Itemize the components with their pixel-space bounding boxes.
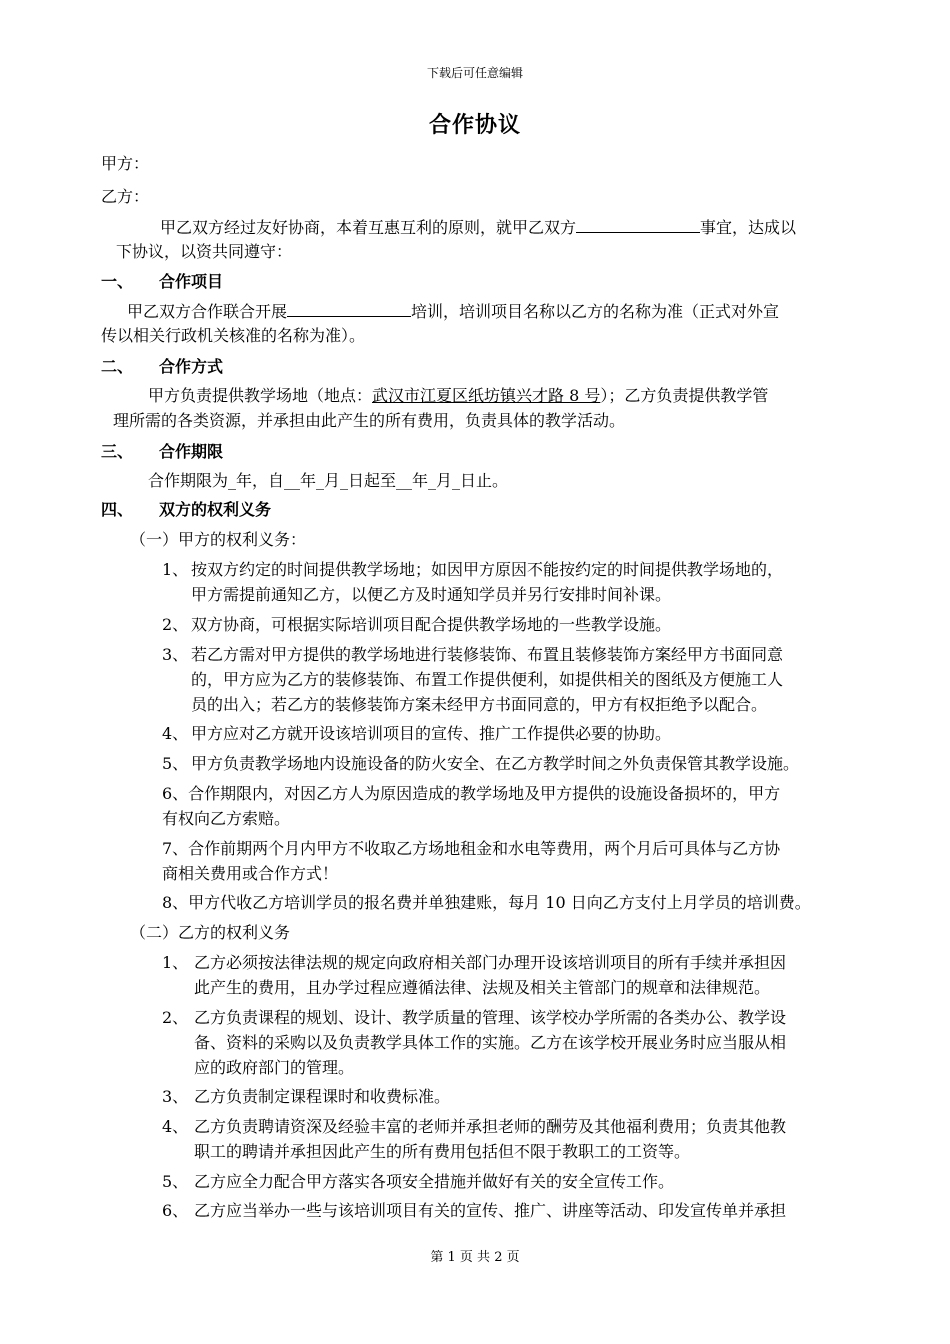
item-b3-line-1: 乙方负责制定课程课时和收费标准。 [194,1087,451,1106]
item-a5-number: 5、 [162,754,189,773]
item-a5-line-1: 甲方负责教学场地内设施设备的防火安全、在乙方教学时间之外负责保管其教学设施。 [191,754,800,773]
item-a2-line-1: 双方协商，可根据实际培训项目配合提供教学场地的一些教学设施。 [191,615,672,634]
section-2-line-2: 理所需的各类资源，并承担由此产生的所有费用，负责具体的教学活动。 [113,411,626,430]
section-1-text-b: 培训，培训项目名称以乙方的名称为准（正式对外宣 [411,302,780,321]
item-a7-line-2: 商相关费用或合作方式！ [162,864,339,883]
item-b6-line-1: 乙方应当举办一些与该培训项目有关的宣传、推广、讲座等活动、印发宣传单并承担 [194,1201,787,1220]
section-1-blank [287,298,411,317]
section-2-number: 二、 [101,357,134,376]
item-b4-line-1: 乙方负责聘请资深及经验丰富的老师并承担老师的酬劳及其他福利费用；负责其他教 [194,1117,787,1136]
item-a2-number: 2、 [162,615,189,634]
item-b4-number: 4、 [162,1117,189,1136]
item-b2-line-2: 备、资料的采购以及负责教学具体工作的实施。乙方在该学校开展业务时应当服从相 [194,1033,787,1052]
item-a3-line-1: 若乙方需对甲方提供的教学场地进行装修装饰、布置且装修装饰方案经甲方书面同意 [191,645,784,664]
intro-line-1 [160,214,796,240]
item-b4-line-2: 职工的聘请并承担因此产生的所有费用包括但不限于教职工的工资等。 [194,1142,691,1161]
item-a1-line-1: 按双方约定的时间提供教学场地；如因甲方原因不能按约定的时间提供教学场地的， [191,560,784,579]
subsection-b-title: （二）乙方的权利义务 [130,923,291,942]
section-3-number: 三、 [101,442,134,461]
section-4-number: 四、 [101,500,134,519]
page-title: 合作协议 [428,112,521,138]
section-1-line-1 [127,298,779,324]
item-b3-number: 3、 [162,1087,189,1106]
item-a4-number: 4、 [162,724,189,743]
section-1-text-a: 甲乙双方合作联合开展 [127,302,288,321]
party-a-label: 甲方： [101,154,150,173]
item-b2-number: 2、 [162,1008,189,1027]
section-1-number: 一、 [101,272,134,291]
item-b6-number: 6、 [162,1201,189,1220]
item-a6-line-1: 6、合作期限内，对因乙方人为原因造成的教学场地及甲方提供的设施设备损坏的，甲方 [162,784,781,803]
item-a3-line-2: 的，甲方应为乙方的装修装饰、布置工作提供便利，如提供相关的图纸及方便施工人 [191,670,784,689]
section-2-address: 武汉市江夏区纸坊镇兴才路 8 号 [372,386,601,405]
section-2-text-b: ）；乙方负责提供教学管 [600,386,769,405]
item-b1-line-2: 此产生的费用，且办学过程应遵循法律、法规及相关主管部门的规章和法律规范。 [194,978,771,997]
section-2-line-1 [148,384,768,408]
item-a6-line-2: 有权向乙方索赔。 [162,809,291,828]
intro-line-2: 下协议，以资共同遵守： [116,242,293,261]
item-b2-line-3: 应的政府部门的管理。 [194,1058,355,1077]
item-a8-line-1: 8、甲方代收乙方培训学员的报名费并单独建账，每月 10 日向乙方支付上月学员的培训费。 [162,893,811,912]
item-a4-line-1: 甲方应对乙方就开设该培训项目的宣传、推广工作提供必要的协助。 [191,724,672,743]
section-2-text-a: 甲方负责提供教学场地（地点： [148,386,373,405]
subsection-a-title: （一）甲方的权利义务： [130,530,307,549]
item-a3-line-3: 员的出入；若乙方的装修装饰方案未经甲方书面同意的，甲方有权拒绝予以配合。 [191,695,768,714]
page-footer: 第 1 页 共 2 页 [430,1250,520,1265]
intro-text-a: 甲乙双方经过友好协商，本着互惠互利的原则，就甲乙双方 [160,218,577,237]
section-4-title: 双方的权利义务 [159,500,272,519]
intro-blank [576,214,700,233]
item-a7-line-1: 7、合作前期两个月内甲方不收取乙方场地租金和水电等费用，两个月后可具体与乙方协 [162,839,781,858]
item-b1-line-1: 乙方必须按法律法规的规定向政府相关部门办理开设该培训项目的所有手续并承担因 [194,953,787,972]
intro-text-b: 事宜，达成以 [700,218,797,237]
section-2-title: 合作方式 [159,357,224,376]
section-1-line-2: 传以相关行政机关核准的名称为准）。 [101,326,366,345]
item-b5-line-1: 乙方应全力配合甲方落实各项安全措施并做好有关的安全宣传工作。 [194,1172,675,1191]
section-1-title: 合作项目 [159,272,224,291]
item-b5-number: 5、 [162,1172,189,1191]
item-b1-number: 1、 [162,953,189,972]
item-b2-line-1: 乙方负责课程的规划、设计、教学质量的管理、该学校办学所需的各类办公、教学设 [194,1008,787,1027]
section-3-title: 合作期限 [159,442,224,461]
item-a3-number: 3、 [162,645,189,664]
item-a1-number: 1、 [162,560,189,579]
party-b-label: 乙方： [101,187,150,206]
section-3-line-1: 合作期限为_年，自__年_月_日起至__年_月_日止。 [148,471,509,490]
page-header: 下载后可任意编辑 [426,66,523,80]
item-a1-line-2: 甲方需提前通知乙方，以便乙方及时通知学员并另行安排时间补课。 [191,585,672,604]
